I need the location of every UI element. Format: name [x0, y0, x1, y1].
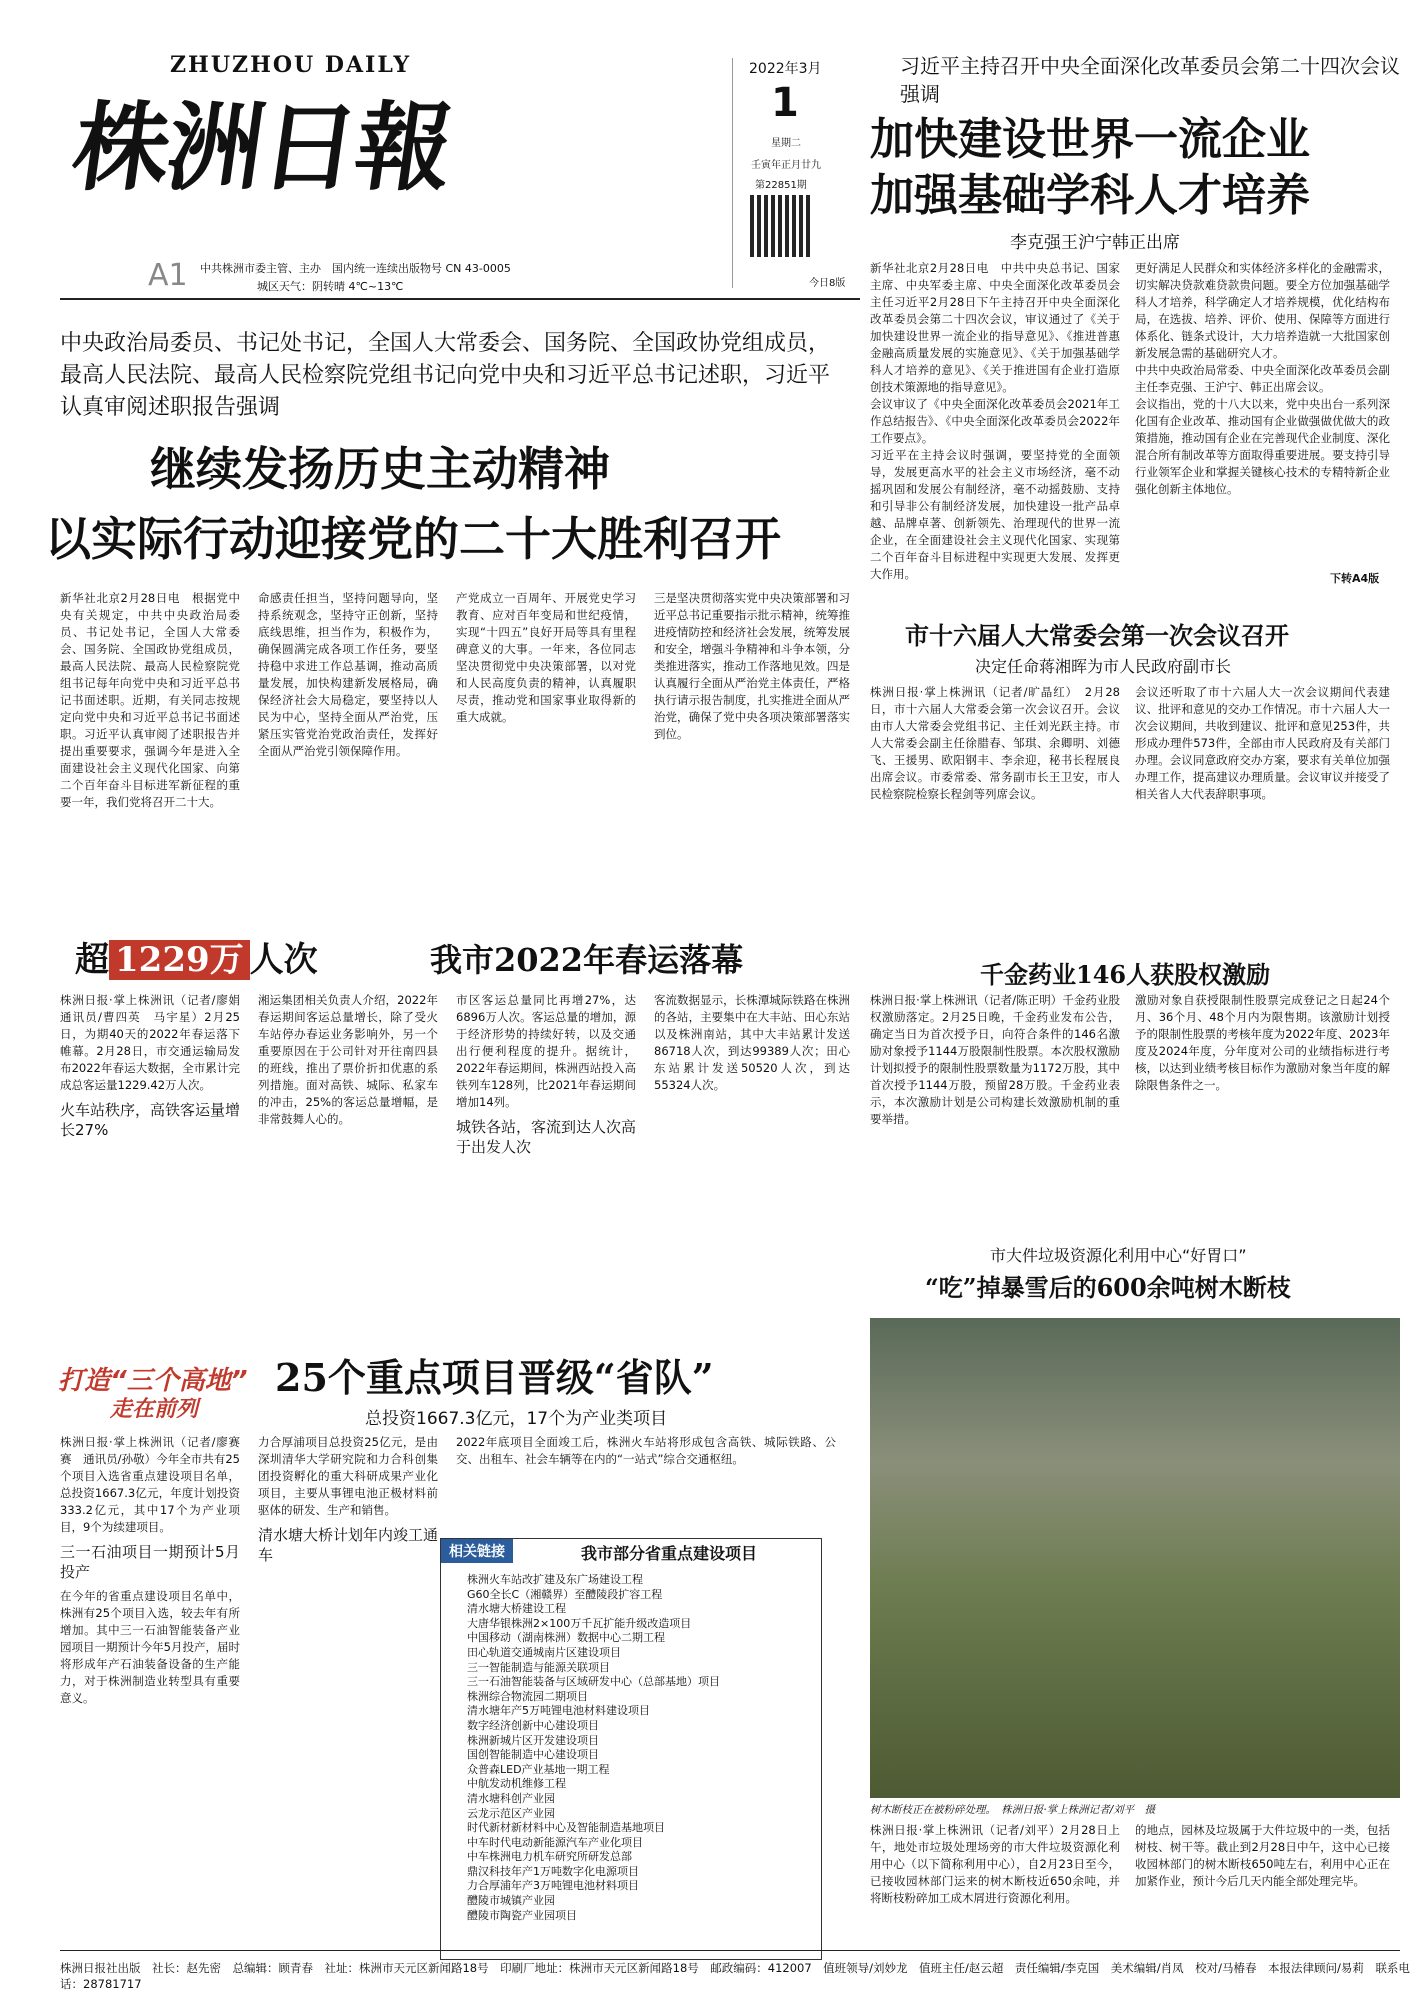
- top-right-para-6: 会议指出，党的十八大以来，党中央出台一系列深化国有企业改革、推动国有企业做强做优做大的政策措施，推动国有企业在完善现代企业制度、深化混合所有制改革等方面取得重要进展。要支持引导行业领军企业和掌握关键核心技术的专精特新企业强化创新主体地位。: [1135, 397, 1390, 496]
- projects-para-2: 在今年的省重点建设项目名单中，株洲有25个项目入选，较去年有所增加。其中三一石油智能装备产业园项目一期预计今年5月投产，届时将形成年产石油装备设备的生产能力，对于株洲制造业转型具有重要意义。: [60, 1589, 240, 1705]
- qianjin-headline: 千金药业146人获股权激励: [980, 960, 1271, 989]
- spring-headline: [75, 938, 318, 982]
- weather-info: 城区天气：阴转晴 4℃~13℃: [257, 280, 404, 293]
- top-right-para-3: 习近平在主持会议时强调，要坚持党的全面领导，发展更高水平的社会主义市场经济，毫不动摇巩固和发展公有制经济，毫不动摇鼓励、支持和引导非公有制经济发展，加快建设一批产品卓越、品牌卓著、创新领先、治理现代的世界一流企业，在全面建设社会主义现代化国家、实现第二个百年奋斗目标进程中实现更大发展、发挥更大作用。: [870, 448, 1120, 581]
- tree-col-1: [870, 1822, 1120, 1952]
- tree-col-2: [1135, 1822, 1390, 1952]
- projects-para-4: 2022年底项目全面竣工后，株洲火车站将形成包含高铁、城际铁路、公交、出租车、社会车辆等在内的“一站式”综合交通枢纽。: [456, 1435, 836, 1466]
- related-link-item: 数字经济创新中心建设项目: [467, 1718, 599, 1732]
- related-links-list: [441, 1573, 821, 1923]
- tree-photo: [870, 1318, 1400, 1798]
- qianjin-col-2: [1135, 992, 1390, 1257]
- top-right-para-2: 会议审议了《中央全面深化改革委员会2021年工作总结报告》、《中央全面深化改革委员会2022年工作要点》。: [870, 397, 1120, 445]
- projects-subhead-1: 三一石油项目一期预计5月投产: [60, 1543, 240, 1581]
- related-link-item: 众普森LED产业基地一期工程: [467, 1762, 610, 1776]
- spring-col-4: [654, 992, 850, 1337]
- related-link-item: 鼎汉科技年产1万吨数字化电源项目: [467, 1864, 639, 1878]
- related-link-item: 醴陵市陶瓷产业园项目: [467, 1908, 577, 1922]
- masthead-english: ZHUZHOU DAILY: [170, 52, 412, 78]
- related-link-item: 株洲新城片区开发建设项目: [467, 1733, 599, 1747]
- lead-headline-2: 以实际行动迎接党的二十大胜利召开: [45, 512, 781, 566]
- top-right-headline-1: 加快建设世界一流企业: [870, 114, 1310, 165]
- page-number: A1: [148, 258, 188, 293]
- tree-para-2: 的地点，园林及垃圾属于大件垃圾中的一类，包括树枝、树干等。截止到2月28日中午，这中心已接收园林部门的树木断枝650吨左右，利用中心正在加紧作业，预计今后几天内能全部处理完毕。: [1135, 1823, 1390, 1888]
- projects-col-2: [258, 1434, 438, 1949]
- related-link-item: 国创智能制造中心建设项目: [467, 1748, 599, 1762]
- projects-headline: 25个重点项目晋级“省队”: [275, 1355, 714, 1400]
- pages-today: 今日8版: [809, 278, 846, 289]
- related-link-item: 清水塘年产5万吨锂电池材料建设项目: [467, 1704, 650, 1718]
- spring-para-1: 株洲日报·掌上株洲讯（记者/廖娟 通讯员/曹四英 马宇星）2月25日，为期40天的2022年春运落下帷幕。2月28日，市交通运输局发布2022年春运大数据，全市累计完成总客运量1229.42万人次。: [60, 993, 252, 1092]
- lead-col-3: [456, 590, 636, 865]
- related-links-label: 相关链接: [441, 1539, 513, 1563]
- related-link-item: 中国移动（湖南株洲）数据中心二期工程: [467, 1631, 665, 1645]
- npc-col-1: [870, 684, 1120, 914]
- date-weekday: 星期二: [771, 138, 801, 149]
- spring-head-prefix: 超: [75, 940, 109, 980]
- spring-col-3: [456, 992, 636, 1337]
- tree-headline: “吃”掉暴雪后的600余吨树木断枝: [925, 1273, 1291, 1302]
- date-day: 1: [771, 80, 799, 126]
- projects-col-1: [60, 1434, 240, 1949]
- date-lunar: 壬寅年正月廿九: [751, 160, 821, 171]
- spring-para-3: 市区客运总量同比再增27%，达6896万人次。客运总量的增加，源于经济形势的持续好转，以及交通出行便利程度的提升。据统计，2022年春运期间，株洲西站投入高铁列车128列，比2021年春运期间增加14列。: [456, 993, 636, 1109]
- related-link-item: 云龙示范区产业园: [467, 1806, 555, 1820]
- publisher-info: 中共株洲市委主管、主办 国内统一连续出版物号 CN 43-0005: [200, 262, 511, 275]
- footer-divider: [60, 1950, 1400, 1951]
- projects-subhead-2: 清水塘大桥计划年内竣工通车: [258, 1526, 439, 1564]
- tree-para-1: 株洲日报·掌上株洲讯（记者/刘平）2月28日上午，地处市垃圾处理场旁的市大件垃圾资源化利用中心（以下简称利用中心），自2月23日至今，已接收园林部门运来的树木断枝近650余吨，并将断枝粉碎加工成木屑进行资源化利用。: [870, 1823, 1120, 1905]
- related-link-item: 株洲综合物流园二期项目: [467, 1689, 588, 1703]
- spring-para-2: 湘运集团相关负责人介绍，2022年春运期间客运总量增长，除了受火车站停办春运业务影响外，另一个重要原因在于公司针对开往南四县的班线，推出了票价折扣优惠的系列措施。面对高铁、城际、私家车的冲击，25%的客运总量增幅，是非常鼓舞人心的。: [258, 993, 438, 1126]
- spring-subhead-1: 火车站秩序，高铁客运量增长27%: [60, 1101, 241, 1139]
- qianjin-col-1: [870, 992, 1120, 1257]
- lead-para-2: 命感责任担当，坚持问题导向，坚持系统观念，坚持守正创新，坚持底线思维，担当作为，积极作为，确保圆满完成各项工作任务，要坚持稳中求进工作总基调，推动高质量发展，加快构建新发展格局，确保经济社会大局稳定，要坚持以人民为中心，坚持全面从严治党，压紧压实管党治党政治责任，发挥好全面从严治党引领保障作用。: [258, 591, 438, 758]
- related-link-item: 中车时代电动新能源汽车产业化项目: [467, 1835, 643, 1849]
- related-link-item: 三一石油智能装备与区域研发中心（总部基地）项目: [467, 1675, 720, 1689]
- qianjin-para-1: 株洲日报·掌上株洲讯（记者/陈正明）千金药业股权激励落定。2月25日晚，千金药业发布公告，确定当日为首次授予日，向符合条件的146名激励对象授予1144万股限制性股票。本次股权激励计划拟授予的限制性股票数量为1172万股，其中首次授予1144万股，预留28万股。千金药业表示，本次激励计划是公司构建长效激励机制的重要举措。: [870, 993, 1120, 1126]
- date-year-month: 2022年3月: [749, 61, 822, 77]
- spring-head-suffix: 人次: [249, 940, 318, 980]
- qr-code-icon: [750, 195, 812, 257]
- top-right-para-4: 更好满足人民群众和实体经济多样化的金融需求，切实解决贷款难贷款贵问题。要全方位加强基础学科人才培养，科学确定人才培养规模，优化结构布局，在选拔、培养、评价、使用、保障等方面进行体系化、链条式设计，大力培养造就一大批国家创新发展急需的基础研究人才。: [1135, 261, 1390, 360]
- related-links-title: 我市部分省重点建设项目: [581, 1544, 758, 1563]
- masthead-title: 株洲日報: [66, 91, 458, 204]
- top-right-kicker: 习近平主持召开中央全面深化改革委员会第二十四次会议强调: [900, 54, 1400, 106]
- spring-para-4: 客流数据显示，长株潭城际铁路在株洲的各站，主要集中在大丰站、田心东站以及株洲南站，其中大丰站累计发送86718人次，到达99389人次；田心东站累计发送50520人次，到达55324人次。: [654, 993, 850, 1092]
- related-link-item: 中航发动机维修工程: [467, 1777, 566, 1791]
- tree-kicker: 市大件垃圾资源化利用中心“好胃口”: [990, 1246, 1247, 1265]
- lead-para-1: 新华社北京2月28日电 根据党中央有关规定，中共中央政治局委员、书记处书记，全国人大常委会、国务院、全国政协党组成员，最高人民法院、最高人民检察院党组书记每年向党中央和习近平总书记书面述职。近期，有关同志按规定向党中央和习近平总书记书面述职。习近平认真审阅了述职报告并提出重要要求，强调今年是进入全面建设社会主义现代化国家、向第二个百年奋斗目标进军新征程的重要一年，我们党将召开二十大。: [60, 591, 240, 809]
- related-link-item: 清水塘科创产业园: [467, 1791, 555, 1805]
- top-right-subhead: 李克强王沪宁韩正出席: [1010, 233, 1180, 253]
- projects-col-3: [456, 1434, 836, 1529]
- npc-subhead: 决定任命蒋湘晖为市人民政府副市长: [975, 657, 1232, 676]
- npc-para-1: 株洲日报·掌上株洲讯（记者/旷晶红） 2月28日，市十六届人大常委会第一次会议召开。会议由市人大常委会党组书记、主任刘光跃主持。市人大常委会副主任徐腊春、邹琪、余卿明、刘德飞、王援男、欧阳钢丰、李余迎，秘书长程展良出席会议。市委常委、常务副市长王卫安，市人民检察院检察长程剑等列席会议。: [870, 685, 1120, 801]
- lead-col-1: [60, 590, 240, 865]
- npc-headline: 市十六届人大常委会第一次会议召开: [905, 621, 1289, 650]
- related-link-item: 力合厚浦年产3万吨锂电池材料项目: [467, 1879, 639, 1893]
- npc-col-2: [1135, 684, 1390, 914]
- campaign-tag-1: 打造“三个高地”: [58, 1366, 248, 1396]
- issue-number: 第22851期: [755, 180, 807, 191]
- lead-headline-1: 继续发扬历史主动精神: [150, 442, 610, 496]
- related-link-item: 时代新材新材料中心及智能制造基地项目: [467, 1821, 665, 1835]
- spring-col-1: [60, 992, 252, 1337]
- related-link-item: G60全长C（湘赣界）至醴陵段扩容工程: [467, 1587, 663, 1601]
- related-link-item: 大唐华银株洲2×100万千瓦扩能升级改造项目: [467, 1616, 692, 1630]
- related-link-item: 中车株洲电力机车研究所研发总部: [467, 1850, 632, 1864]
- campaign-tag-2: 走在前列: [110, 1397, 199, 1422]
- related-link-item: 醴陵市城镇产业园: [467, 1894, 555, 1908]
- lead-col-4: [654, 590, 850, 865]
- projects-para-1: 株洲日报·掌上株洲讯（记者/廖赛赛 通讯员/孙敬）今年全市共有25个项目入选省重点建设项目名单，总投资1667.3亿元，年度计划投资333.2亿元，其中17个为产业项目，9个为续建项目。: [60, 1435, 240, 1534]
- top-right-para-1: 新华社北京2月28日电 中共中央总书记、国家主席、中央军委主席、中央全面深化改革委员会主任习近平2月28日下午主持召开中央全面深化改革委员会第二十四次会议，审议通过了《关于加快建设世界一流企业的指导意见》、《推进普惠金融高质量发展的实施意见》、《关于加强基础学科人才培养的意见》、《关于推进国有企业打造原创技术策源地的指导意见》。: [870, 261, 1120, 394]
- top-right-para-5: 中共中央政治局常委、中央全面深化改革委员会副主任李克强、王沪宁、韩正出席会议。: [1135, 363, 1390, 394]
- related-link-item: 三一智能制造与能源关联项目: [467, 1660, 610, 1674]
- qianjin-para-2: 激励对象自获授限制性股票完成登记之日起24个月、36个月、48个月内为限售期。该激励计划授予的限制性股票的考核年度为2022年度、2023年度及2024年度，分年度对公司的业绩指标进行考核，以达到业绩考核目标作为激励对象当年度的解除限售条件之一。: [1135, 993, 1390, 1092]
- npc-para-2: 会议还听取了市十六届人大一次会议期间代表建议、批评和意见的交办工作情况。市十六届人大一次会议期间，共收到建议、批评和意见253件，共形成办理件573件，全部由市人民政府及有关部门办理。会议同意政府交办方案，要求有关单位加强办理工作，提高建议办理质量。会议审议并接受了相关省人大代表辞职事项。: [1135, 685, 1390, 801]
- projects-subhead: 总投资1667.3亿元，17个为产业类项目: [365, 1409, 668, 1429]
- spring-headline-right: 我市2022年春运落幕: [430, 941, 744, 979]
- lead-para-4: 三是坚决贯彻落实党中央决策部署和习近平总书记重要指示批示精神，统筹推进疫情防控和经济社会发展，统筹发展和安全，增强斗争精神和斗争本领，分类推进落实，推动工作落地见效。四是认真履行全面从严治党主体责任，严格执行请示报告制度，扎实推进全面从严治党，确保了党中央各项决策部署落实到位。: [654, 591, 850, 741]
- spring-subhead-2: 城铁各站，客流到达人次高于出发人次: [456, 1118, 637, 1156]
- top-right-col-2: [1135, 260, 1390, 570]
- related-link-item: 清水塘大桥建设工程: [467, 1602, 566, 1616]
- lead-kicker: 中央政治局委员、书记处书记，全国人大常委会、国务院、全国政协党组成员，最高人民法院、最高人民检察院党组书记向党中央和习近平总书记述职，习近平认真审阅述职报告强调: [60, 331, 831, 420]
- lead-col-2: [258, 590, 438, 865]
- related-link-item: 田心轨道交通城南片区建设项目: [467, 1645, 621, 1659]
- top-right-headline-2: 加强基础学科人才培养: [870, 170, 1310, 221]
- footer-info: 株洲日报社出版 社长：赵先密 总编辑：顾青春 社址：株洲市天元区新闻路18号 印刷厂地址：株洲市天元区新闻路18号 邮政编码：412007 值班领导/刘妙龙 值班主任/赵云超 责任编辑/李克国 美术编辑/肖凤 校对/马椿春 本报法律顾问/易莉 联系电话：28781717: [60, 1961, 1410, 1991]
- top-right-col-1: [870, 260, 1120, 585]
- related-link-item: 株洲火车站改扩建及东广场建设工程: [467, 1573, 643, 1586]
- divider: [60, 298, 860, 300]
- tree-photo-caption: 树木断枝正在被粉碎处理。 株洲日报·掌上株洲记者/刘平 摄: [870, 1804, 1156, 1816]
- spring-head-number: 1229万: [109, 940, 250, 980]
- spring-col-2: [258, 992, 438, 1337]
- related-links-box: [440, 1538, 822, 1960]
- projects-para-3: 力合厚浦项目总投资25亿元，是由深圳清华大学研究院和力合科创集团投资孵化的重大科研成果产业化项目，主要从事锂电池正极材料前驱体的研发、生产和销售。: [258, 1435, 438, 1517]
- lead-para-3: 产党成立一百周年、开展党史学习教育、应对百年变局和世纪疫情，实现“十四五”良好开局等具有里程碑意义的大事。一年来，各位同志坚决贯彻党中央决策部署，以对党和人民高度负责的精神，认真履职尽责，推动党和国家事业取得新的重大成就。: [456, 591, 636, 724]
- continued-link[interactable]: 下转A4版: [1330, 572, 1380, 585]
